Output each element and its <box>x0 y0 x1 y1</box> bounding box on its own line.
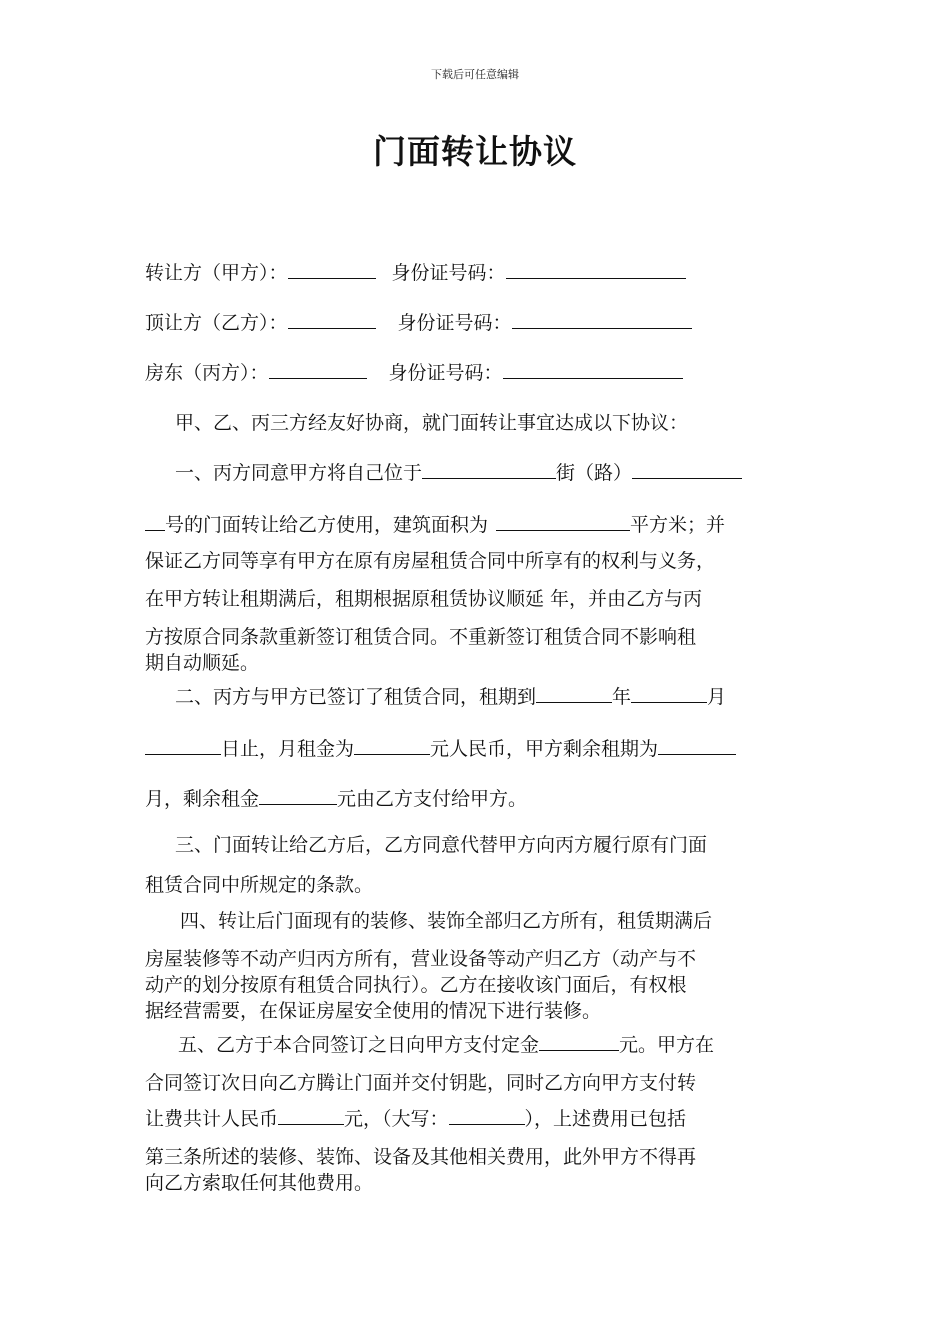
clause2-text-f: 月，剩余租金 <box>145 788 260 810</box>
clause1-line1 <box>175 458 845 485</box>
party-a-line <box>145 258 815 285</box>
party-a-id-label: 身份证号码： <box>391 262 506 284</box>
party-c-id-label: 身份证号码： <box>388 362 503 384</box>
clause5-line3 <box>145 1104 815 1131</box>
clause2-text-c: 月 <box>707 686 727 708</box>
party-c-name-blank[interactable] <box>269 359 367 379</box>
party-b-label: 顶让方（乙方）： <box>145 312 288 334</box>
clause1-street-blank[interactable] <box>632 459 742 479</box>
clause4-line2: 房屋装修等不动产归丙方所有，营业设备等动产归乙方（动产与不 <box>145 948 697 970</box>
clause5-fee-blank[interactable] <box>278 1105 344 1125</box>
clause1-text-a: 一、丙方同意甲方将自己位于 <box>175 462 423 484</box>
clause1-number-blank[interactable] <box>145 511 165 531</box>
party-a-label: 转让方（甲方）： <box>145 262 288 284</box>
party-a-id-blank[interactable] <box>506 259 686 279</box>
clause1-line3: 保证乙方同等享有甲方在原有房屋租赁合同中所享有的权利与义务， <box>145 550 716 572</box>
clause5-text-a: 五、乙方于本合同签订之日向甲方支付定金 <box>178 1034 540 1056</box>
clause2-text-g: 元由乙方支付给甲方。 <box>337 788 528 810</box>
clause1-line4: 在甲方转让租期满后，租期根据原租赁协议顺延 年，并由乙方与丙 <box>145 588 703 610</box>
clause2-text-b: 年 <box>612 686 632 708</box>
party-b-name-blank[interactable] <box>288 309 376 329</box>
clause1-area-blank[interactable] <box>496 511 630 531</box>
clause5-deposit-blank[interactable] <box>539 1031 619 1051</box>
clause2-line1 <box>175 682 845 709</box>
clause2-line3 <box>145 784 815 811</box>
clause2-text-e: 元人民币，甲方剩余租期为 <box>430 738 659 760</box>
clause5-text-b: 元。甲方在 <box>619 1034 715 1056</box>
clause1-line2 <box>145 510 815 537</box>
clause1-text-d: 平方米；并 <box>630 514 726 536</box>
party-c-id-blank[interactable] <box>503 359 683 379</box>
clause5-line5: 向乙方索取任何其他费用。 <box>145 1172 374 1194</box>
clause2-text-a: 二、丙方与甲方已签订了租赁合同，租期到 <box>175 686 537 708</box>
clause5-line2: 合同签订次日向乙方腾让门面并交付钥匙，同时乙方向甲方支付转 <box>145 1072 697 1094</box>
party-c-line <box>145 358 815 385</box>
clause5-text-e: ），上述费用已包括 <box>524 1108 687 1130</box>
clause1-line6: 期自动顺延。 <box>145 652 260 674</box>
header-note: 下载后可任意编辑 <box>431 68 519 81</box>
intro-line: 甲、乙、丙三方经友好协商，就门面转让事宜达成以下协议： <box>175 412 689 434</box>
party-a-name-blank[interactable] <box>288 259 376 279</box>
clause3-line1: 三、门面转让给乙方后，乙方同意代替甲方向丙方履行原有门面 <box>175 834 708 856</box>
clause4-line1: 四、转让后门面现有的装修、装饰全部归乙方所有，租赁期满后 <box>180 910 713 932</box>
clause4-line4: 据经营需要，在保证房屋安全使用的情况下进行装修。 <box>145 1000 602 1022</box>
clause2-remaining-rent-blank[interactable] <box>259 785 337 805</box>
party-b-id-blank[interactable] <box>512 309 692 329</box>
clause1-text-b: 街（路） <box>556 462 633 484</box>
clause2-text-d: 日止，月租金为 <box>221 738 355 760</box>
clause5-fee-words-blank[interactable] <box>449 1105 525 1125</box>
party-b-id-label: 身份证号码： <box>397 312 512 334</box>
party-c-label: 房东（丙方）： <box>145 362 269 384</box>
clause2-year-blank[interactable] <box>536 683 612 703</box>
clause2-line2 <box>145 734 815 761</box>
clause5-text-d: 元，（大写： <box>344 1108 449 1130</box>
clause2-rent-blank[interactable] <box>354 735 430 755</box>
document-title: 门面转让协议 <box>373 132 577 171</box>
clause5-text-c: 让费共计人民币 <box>145 1108 279 1130</box>
party-b-line <box>145 308 815 335</box>
clause1-line5: 方按原合同条款重新签订租赁合同。不重新签订租赁合同不影响租 <box>145 626 697 648</box>
clause2-month-blank[interactable] <box>631 683 707 703</box>
clause4-line3: 动产的划分按原有租赁合同执行）。乙方在接收该门面后，有权根 <box>145 974 687 996</box>
clause2-remaining-term-blank[interactable] <box>658 735 736 755</box>
clause5-line1 <box>178 1030 848 1057</box>
clause2-day-blank[interactable] <box>145 735 221 755</box>
clause5-line4: 第三条所述的装修、装饰、设备及其他相关费用，此外甲方不得再 <box>145 1146 697 1168</box>
clause1-location-blank[interactable] <box>422 459 556 479</box>
clause1-text-c: 号的门面转让给乙方使用，建筑面积为 <box>165 514 489 536</box>
clause3-line2: 租赁合同中所规定的条款。 <box>145 874 374 896</box>
